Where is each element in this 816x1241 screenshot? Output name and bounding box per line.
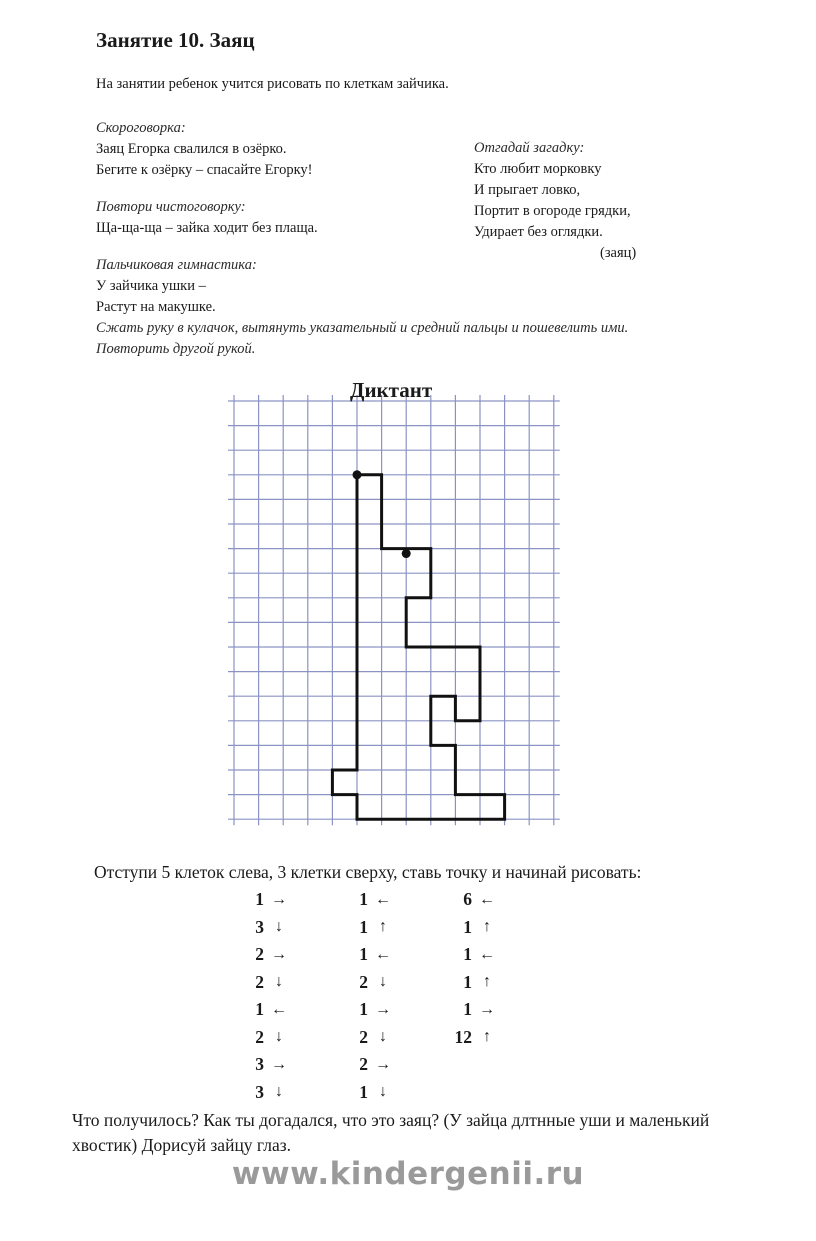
arrow-right-icon: → — [479, 1000, 495, 1018]
finger-gym-instruction: Сжать руку в кулачок, вытянуть указательный и средний пальцы и пошевелить ими. — [96, 320, 629, 336]
step-count: 2 — [359, 971, 368, 992]
step-count: 3 — [255, 1054, 264, 1075]
eye-dot — [402, 549, 411, 558]
arrow-up-icon: ↑ — [483, 973, 491, 991]
riddle-answer: (заяц) — [600, 245, 637, 261]
dictation-grid — [228, 395, 578, 850]
arrow-up-icon: ↑ — [379, 918, 387, 936]
arrow-right-icon: → — [271, 890, 287, 908]
text-line: Растут на макушке. — [96, 299, 216, 315]
step-count: 1 — [463, 944, 472, 965]
dictation-step — [340, 886, 398, 914]
arrow-down-icon: ↓ — [275, 1083, 283, 1101]
finger-gym-block — [96, 255, 628, 360]
start-dot — [353, 470, 362, 479]
website-watermark: www.kindergenii.ru — [231, 1156, 585, 1192]
step-count: 2 — [255, 1026, 264, 1047]
lesson-intro: На занятии ребенок учится рисовать по клеткам зайчика. — [96, 76, 449, 92]
arrow-left-icon: ← — [375, 890, 391, 908]
step-count: 2 — [359, 1054, 368, 1075]
dictation-column-1 — [236, 886, 294, 1106]
pure-saying-label: Повтори чистоговорку: — [96, 199, 246, 215]
dictation-step — [236, 1024, 294, 1052]
dictation-step — [444, 914, 502, 942]
hare-figure — [332, 475, 504, 819]
dictation-step — [444, 886, 502, 914]
dictation-step — [236, 969, 294, 997]
dictation-step — [444, 969, 502, 997]
text-line: Бегите к озёрку – спасайте Егорку! — [96, 162, 313, 178]
dictation-step — [444, 1024, 502, 1052]
arrow-down-icon: ↓ — [275, 973, 283, 991]
step-count: 12 — [454, 1026, 472, 1047]
arrow-down-icon: ↓ — [275, 1028, 283, 1046]
arrow-down-icon: ↓ — [379, 1028, 387, 1046]
dictation-column-3 — [444, 886, 502, 1051]
dictation-heading: Диктант — [350, 378, 433, 402]
dictation-step — [340, 1079, 398, 1107]
riddle-label: Отгадай загадку: — [474, 140, 585, 156]
dictation-step — [340, 941, 398, 969]
arrow-left-icon: ← — [479, 890, 495, 908]
dictation-step — [340, 1051, 398, 1079]
arrow-left-icon: ← — [375, 945, 391, 963]
text-line: Удирает без оглядки. — [474, 224, 603, 240]
step-count: 1 — [359, 889, 368, 910]
text-line: Заяц Егорка свалился в озёрко. — [96, 141, 287, 157]
dictation-step — [340, 996, 398, 1024]
dictation-step — [236, 996, 294, 1024]
dictation-step — [444, 941, 502, 969]
arrow-down-icon: ↓ — [379, 1083, 387, 1101]
step-count: 1 — [463, 999, 472, 1020]
dictation-step — [236, 1079, 294, 1107]
arrow-down-icon: ↓ — [379, 973, 387, 991]
dictation-step — [236, 941, 294, 969]
dictation-step — [340, 1024, 398, 1052]
step-count: 3 — [255, 916, 264, 937]
arrow-right-icon: → — [375, 1000, 391, 1018]
arrow-right-icon: → — [271, 945, 287, 963]
finger-gym-label: Пальчиковая гимнастика: — [96, 257, 257, 273]
step-count: 1 — [359, 1081, 368, 1102]
step-count: 1 — [463, 916, 472, 937]
step-count: 1 — [255, 889, 264, 910]
arrow-up-icon: ↑ — [483, 918, 491, 936]
dictation-step — [444, 996, 502, 1024]
arrow-down-icon: ↓ — [275, 918, 283, 936]
closing-question: Что получилось? Как ты догадался, что это заяц? (У зайца длтнные уши и маленький хвостик) Дорисуй зайцу глаз. — [72, 1110, 710, 1155]
text-line: И прыгает ловко, — [474, 182, 581, 198]
step-count: 1 — [359, 916, 368, 937]
step-count: 3 — [255, 1081, 264, 1102]
finger-gym-instruction: Повторить другой рукой. — [96, 341, 256, 357]
tongue-twister-label: Скороговорка: — [96, 120, 186, 136]
dictation-instruction: Отступи 5 клеток слева, 3 клетки сверху, ставь точку и начинай рисовать: — [94, 862, 642, 882]
text-line: Кто любит морковку — [474, 161, 602, 177]
dictation-step — [340, 914, 398, 942]
text-line: У зайчика ушки – — [96, 278, 206, 294]
lesson-title: Занятие 10. Заяц — [96, 28, 255, 52]
step-count: 2 — [255, 944, 264, 965]
text-line: Портит в огороде грядки, — [474, 203, 631, 219]
dictation-step — [236, 886, 294, 914]
step-count: 1 — [359, 944, 368, 965]
step-count: 2 — [359, 1026, 368, 1047]
arrow-right-icon: → — [271, 1055, 287, 1073]
step-count: 2 — [255, 971, 264, 992]
dictation-step — [340, 969, 398, 997]
riddle-block — [474, 138, 636, 264]
step-count: 1 — [359, 999, 368, 1020]
dictation-step — [236, 1051, 294, 1079]
step-count: 1 — [255, 999, 264, 1020]
text-line: Ща-ща-ща – зайка ходит без плаща. — [96, 220, 318, 236]
arrow-up-icon: ↑ — [483, 1028, 491, 1046]
arrow-left-icon: ← — [479, 945, 495, 963]
dictation-column-2 — [340, 886, 398, 1106]
step-count: 6 — [463, 889, 472, 910]
arrow-left-icon: ← — [271, 1000, 287, 1018]
arrow-right-icon: → — [375, 1055, 391, 1073]
dictation-step — [236, 914, 294, 942]
step-count: 1 — [463, 971, 472, 992]
